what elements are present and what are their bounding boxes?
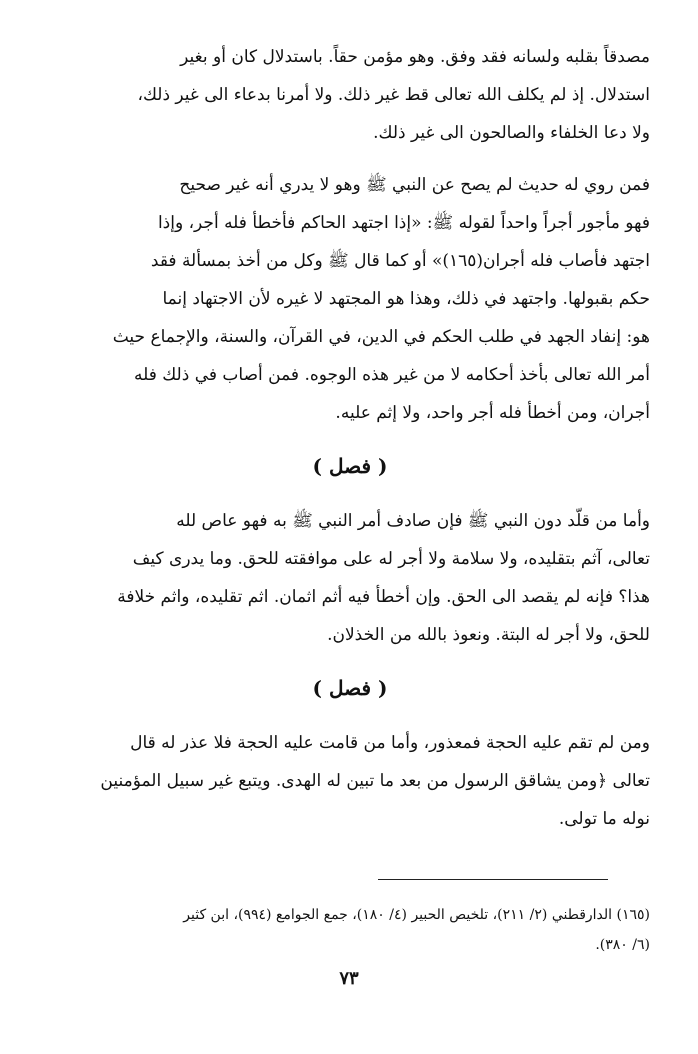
page-body [50, 38, 650, 852]
footnote-line: (٦/ ٣٨٠). [595, 937, 650, 953]
paragraph-1 [50, 38, 650, 152]
paragraph-line: مصدقاً بقلبه ولسانه فقد وفق. وهو مؤمن حقاً. باستدلال كان أو بغير [180, 47, 650, 67]
paragraph-line: حكم بقبولها. واجتهد في ذلك، وهذا هو المجتهد لا غيره لأن الاجتهاد إنما [162, 289, 650, 309]
paragraph-line: نوله ما تولى. [558, 809, 650, 829]
paragraph-line: ولا دعا الخلفاء والصالحون الى غير ذلك. [373, 123, 650, 143]
page-number: ٧٣ [339, 968, 359, 989]
paragraph-line: فهو مأجور أجراً واحداً لقوله ﷺ: «إذا اجتهد الحاكم فأخطأ فله أجر، وإذا [157, 213, 650, 233]
paragraph-line: تعالى، آثم بتقليده، ولا سلامة ولا أجر له على موافقته للحق. وما يدرى كيف [132, 549, 650, 569]
paragraph-line: استدلال. إذ لم يكلف الله تعالى قط غير ذلك. ولا أمرنا بدعاء الى غير ذلك، [137, 85, 650, 105]
section-heading-1: ( فصل ) [312, 454, 388, 478]
paragraph-3 [50, 502, 650, 654]
paragraph-line: ومن لم تقم عليه الحجة فمعذور، وأما من قامت عليه الحجة فلا عذر له قال [130, 733, 650, 753]
paragraph-2 [50, 166, 650, 432]
paragraph-line: للحق، ولا أجر له البتة. ونعوذ بالله من الخذلان. [327, 625, 650, 645]
footnote-divider [378, 879, 608, 880]
paragraph-line: اجتهد فأصاب فله أجران(١٦٥)» أو كما قال ﷺ وكل من أخذ بمسألة فقد [150, 251, 650, 271]
paragraph-line: فمن روي له حديث لم يصح عن النبي ﷺ وهو لا يدري أنه غير صحيح [179, 175, 650, 195]
paragraph-line: وأما من قلّد دون النبي ﷺ فإن صادف أمر النبي ﷺ به فهو عاص لله [176, 511, 650, 531]
footnote-line: (١٦٥) الدارقطني (٢/ ٢١١)، تلخيص الحبير (٤/ ١٨٠)، جمع الجوامع (٩٩٤)، ابن كثير [183, 907, 650, 923]
paragraph-line: هو: إنفاد الجهد في طلب الحكم في الدين، في القرآن، والسنة، والإجماع حيث [112, 327, 650, 347]
paragraph-line: أجران، ومن أخطأ فله أجر واحد، ولا إثم عليه. [335, 403, 650, 423]
paragraph-line: هذا؟ فإنه لم يقصد الى الحق. وإن أخطأ فيه أثم اثمان. اثم تقليده، واثم خلافة [117, 587, 650, 607]
paragraph-4 [50, 724, 650, 838]
paragraph-line: تعالى ﴿ومن يشاقق الرسول من بعد ما تبين له الهدى. ويتبع غير سبيل المؤمنين [100, 771, 650, 791]
paragraph-line: أمر الله تعالى بأخذ أحكامه لا من غير هذه الوجوه. فمن أصاب في ذلك فله [133, 365, 650, 385]
section-heading-2: ( فصل ) [312, 676, 388, 700]
footnotes [50, 900, 650, 960]
